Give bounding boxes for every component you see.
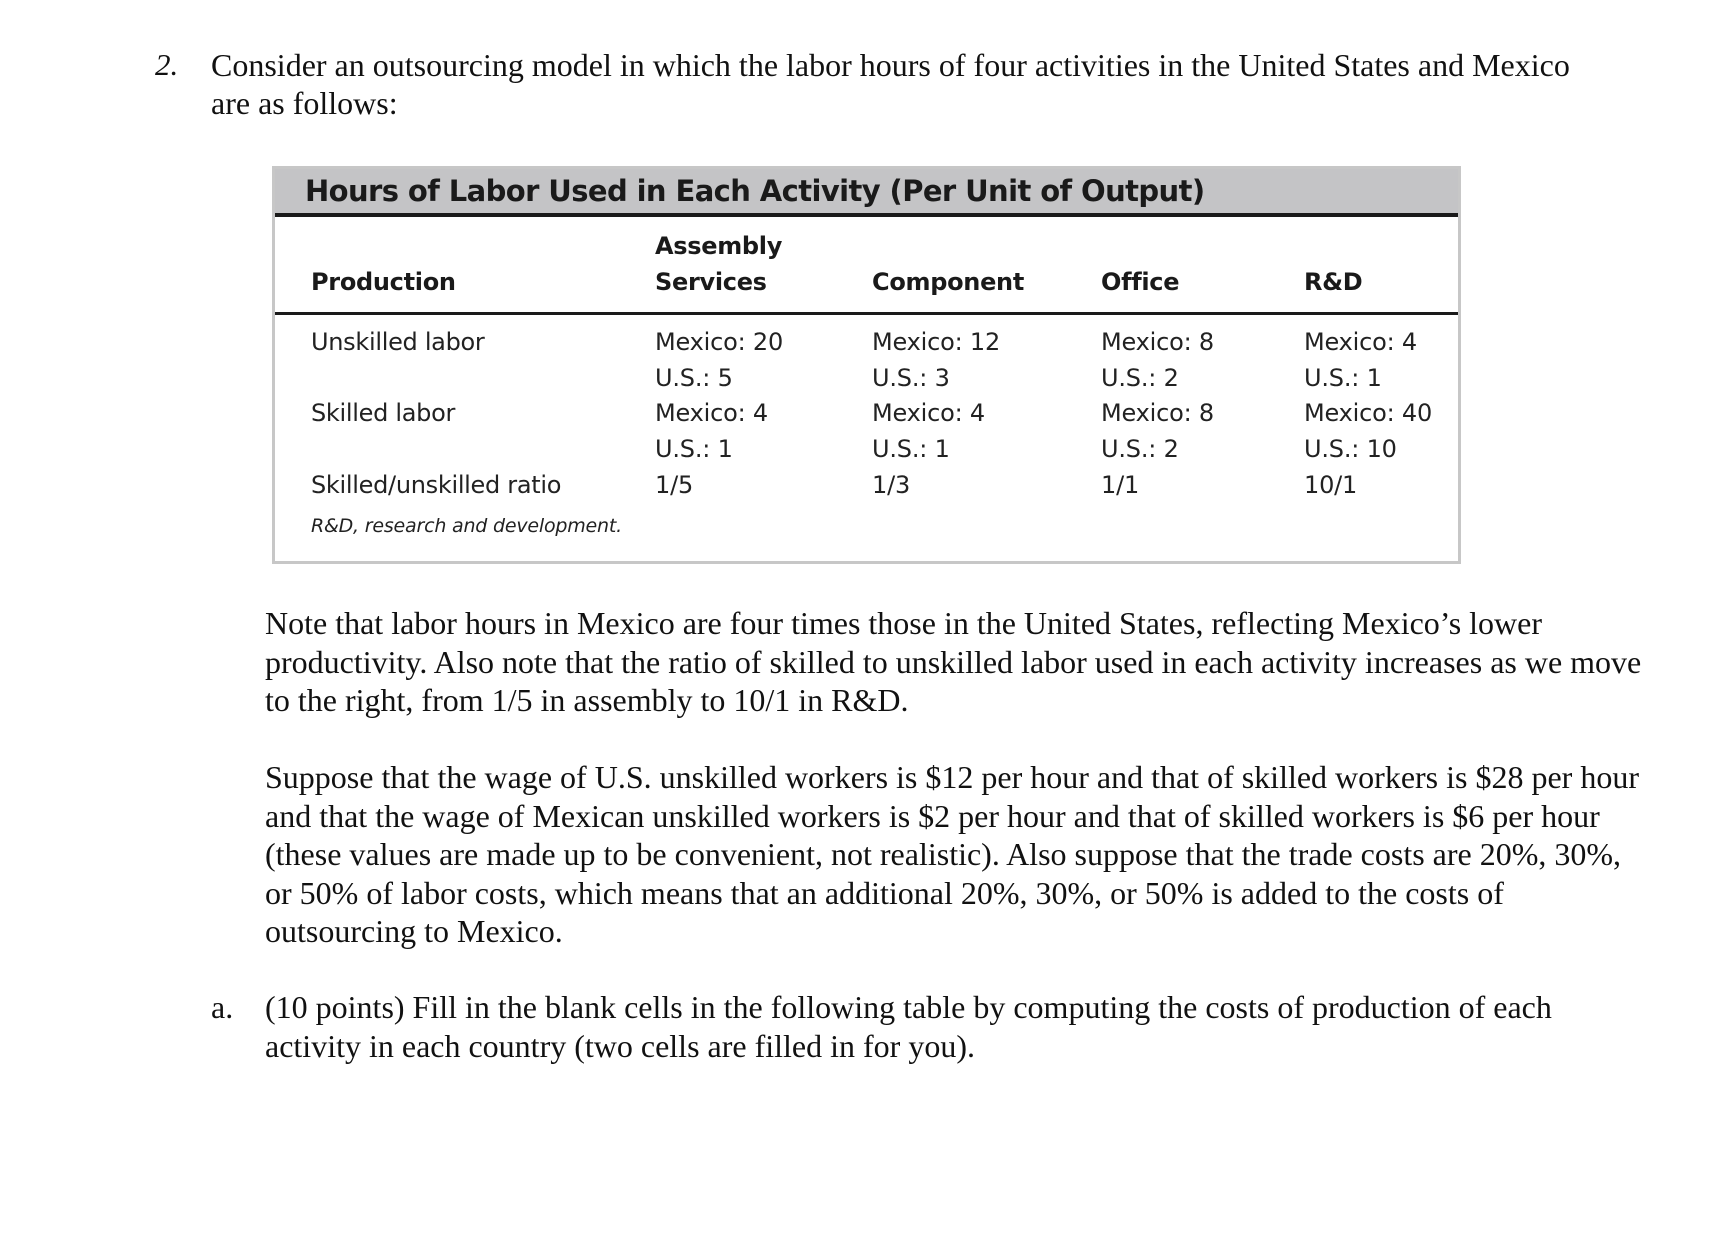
cell-assembly-unskilled-us: U.S.: 5 [655, 364, 733, 392]
cell-rd-unskilled-us: U.S.: 1 [1304, 364, 1382, 392]
table-title: Hours of Labor Used in Each Activity (Per Unit of Output) [305, 174, 1205, 208]
row-label-ratio: Skilled/unskilled ratio [311, 471, 562, 499]
cell-assembly-skilled-mexico: Mexico: 4 [655, 399, 768, 427]
header-office: Office [1101, 268, 1180, 296]
cell-assembly-skilled-us: U.S.: 1 [655, 435, 733, 463]
cell-office-unskilled-mexico: Mexico: 8 [1101, 328, 1214, 356]
paragraph-wages: Suppose that the wage of U.S. unskilled workers is $12 per hour and that of skilled workers is $28 per hour and that the wage of Mexican unskilled workers is $2 per hour and that of skilled workers is $6 per hour (these values are made up to be convenient, not realistic). Also suppose that the trade costs are 20%, 30%, or 50% of labor costs, which means that an additional 20%, 30%, or 50% is added to the costs of outsourcing to Mexico. [265, 759, 1639, 949]
cell-component-unskilled-mexico: Mexico: 12 [872, 328, 1001, 356]
cell-rd-ratio: 10/1 [1304, 471, 1358, 499]
cell-office-skilled-us: U.S.: 2 [1101, 435, 1179, 463]
header-component: Component [872, 268, 1024, 296]
cell-office-ratio: 1/1 [1101, 471, 1140, 499]
cell-rd-skilled-us: U.S.: 10 [1304, 435, 1397, 463]
question-number: 2. [155, 47, 179, 82]
question-text: Consider an outsourcing model in which the labor hours of four activities in the United States and Mexico are as follows: [211, 47, 1570, 121]
table-title-bar [275, 169, 1458, 217]
header-assembly-line2: Services [655, 268, 767, 296]
row-label-unskilled: Unskilled labor [311, 328, 485, 356]
cell-component-skilled-us: U.S.: 1 [872, 435, 950, 463]
subquestion-text: (10 points) Fill in the blank cells in the following table by computing the costs of production of each activity in each country (two cells are filled in for you). [265, 989, 1552, 1064]
table-footnote: R&D, research and development. [311, 515, 622, 537]
header-rd: R&D [1304, 268, 1363, 296]
cell-office-skilled-mexico: Mexico: 8 [1101, 399, 1214, 427]
cell-assembly-unskilled-mexico: Mexico: 20 [655, 328, 784, 356]
header-assembly-line1: Assembly [655, 232, 783, 260]
header-assembly [655, 228, 782, 300]
cell-office-unskilled-us: U.S.: 2 [1101, 364, 1179, 392]
cell-assembly-ratio: 1/5 [655, 471, 694, 499]
cell-component-skilled-mexico: Mexico: 4 [872, 399, 985, 427]
cell-component-ratio: 1/3 [872, 471, 911, 499]
labor-hours-table-figure [272, 166, 1461, 564]
cell-rd-unskilled-mexico: Mexico: 4 [1304, 328, 1417, 356]
subquestion-label: a. [211, 989, 234, 1025]
cell-component-unskilled-us: U.S.: 3 [872, 364, 950, 392]
paragraph-productivity-note: Note that labor hours in Mexico are four times those in the United States, reflecting Mexico’s lower productivity. Also note that the ratio of skilled to unskilled labor used in each activity increases as we move to the right, from 1/5 in assembly to 10/1 in R&D. [265, 605, 1642, 718]
table-header-row [275, 217, 1458, 315]
row-label-skilled: Skilled labor [311, 399, 456, 427]
cell-rd-skilled-mexico: Mexico: 40 [1304, 399, 1433, 427]
header-production: Production [311, 268, 456, 296]
